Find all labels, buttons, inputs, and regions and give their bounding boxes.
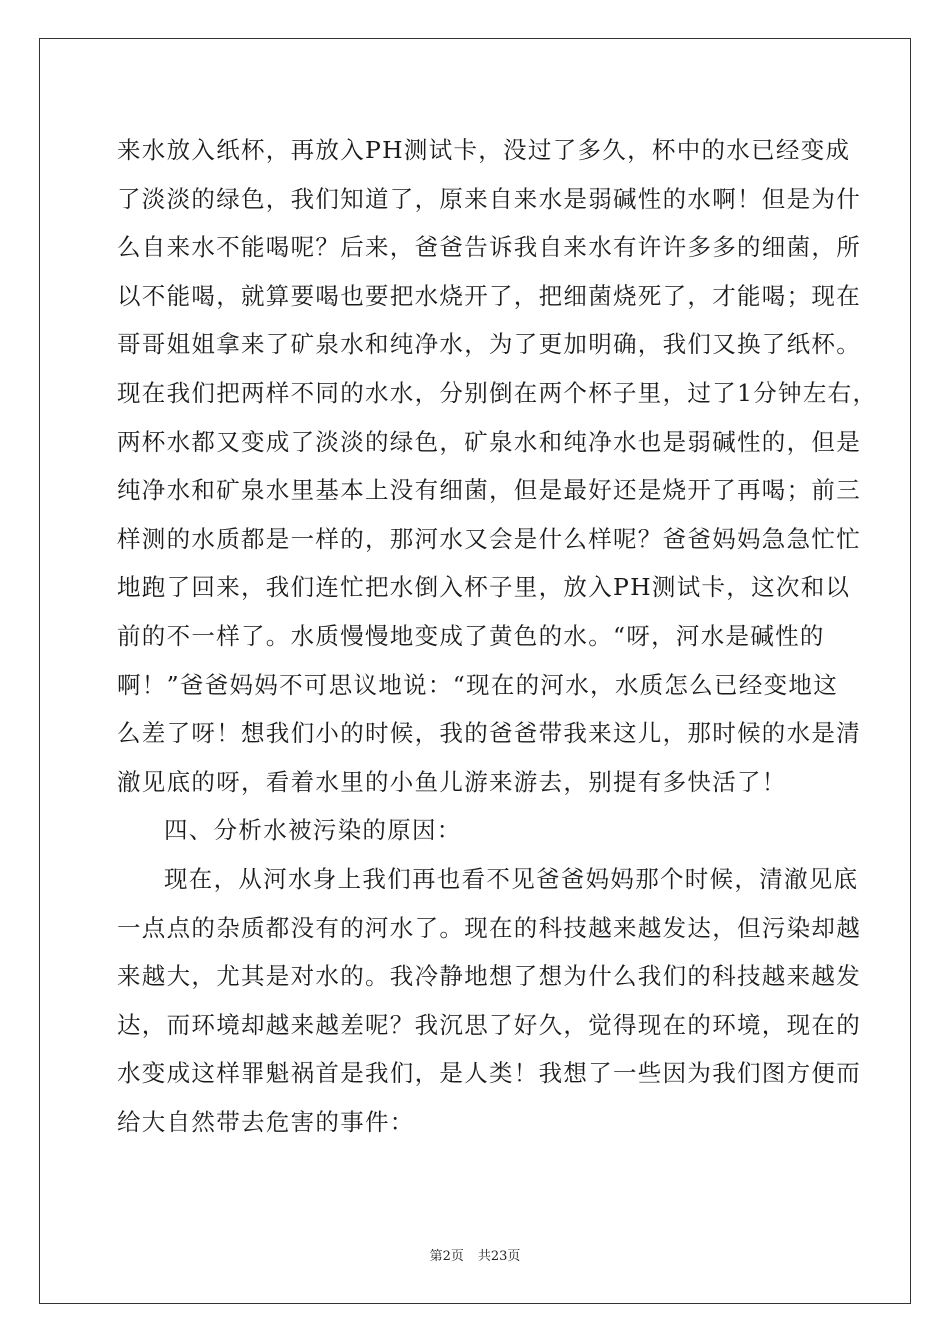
text-line: 纯净水和矿泉水里基本上没有细菌，但是最好还是烧开了再喝；前三: [117, 476, 861, 505]
text-line: 么差了呀！想我们小的时候，我的爸爸带我来这儿，那时候的水是清: [117, 719, 861, 748]
document-body: [117, 126, 878, 1146]
paragraph-start-line: 现在，从河水身上我们再也看不见爸爸妈妈那个时候，清澈见底: [164, 864, 859, 893]
text-line: 哥哥姐姐拿来了矿泉水和纯净水，为了更加明确，我们又换了纸杯。: [117, 330, 861, 359]
text-line: 前的不一样了。水质慢慢地变成了黄色的水。“呀，河水是碱性的: [117, 621, 825, 650]
page-number: 第2页: [429, 1249, 464, 1264]
text-line: 两杯水都又变成了淡淡的绿色，矿泉水和纯净水也是弱碱性的，但是: [117, 427, 861, 456]
text-line: 来越大，尤其是对水的。我冷静地想了想为什么我们的科技越来越发: [117, 962, 861, 991]
text-line: 啊！”爸爸妈妈不可思议地说：“现在的河水，水质怎么已经变地这: [117, 670, 839, 699]
text-line: 地跑了回来，我们连忙把水倒入杯子里，放入PH测试卡，这次和以: [117, 573, 851, 602]
text-line: 样测的水质都是一样的，那河水又会是什么样呢？爸爸妈妈急急忙忙: [117, 524, 861, 553]
text-line: 以不能喝，就算要喝也要把水烧开了，把细菌烧死了，才能喝；现在: [117, 281, 861, 310]
text-line: 澈见底的呀，看着水里的小鱼儿游来游去，别提有多快活了！: [117, 767, 787, 796]
text-line: 给大自然带去危害的事件：: [117, 1107, 415, 1136]
section-heading: 四、分析水被污染的原因：: [164, 816, 462, 845]
text-line: 了淡淡的绿色，我们知道了，原来自来水是弱碱性的水啊！但是为什: [117, 184, 861, 213]
text-line: 水变成这样罪魁祸首是我们，是人类！我想了一些因为我们图方便而: [117, 1059, 861, 1088]
page-footer: [0, 1245, 950, 1264]
page-total: 共23页: [477, 1249, 521, 1264]
text-line: 现在我们把两样不同的水水，分别倒在两个杯子里，过了1分钟左右，: [117, 378, 878, 407]
text-line: 一点点的杂质都没有的河水了。现在的科技越来越发达，但污染却越: [117, 913, 861, 942]
text-line: 达，而环境却越来越差呢？我沉思了好久，觉得现在的环境，现在的: [117, 1010, 861, 1039]
text-line: 来水放入纸杯，再放入PH测试卡，没过了多久，杯中的水已经变成: [117, 136, 851, 164]
text-line: 么自来水不能喝呢？后来，爸爸告诉我自来水有许许多多的细菌，所: [117, 233, 861, 262]
